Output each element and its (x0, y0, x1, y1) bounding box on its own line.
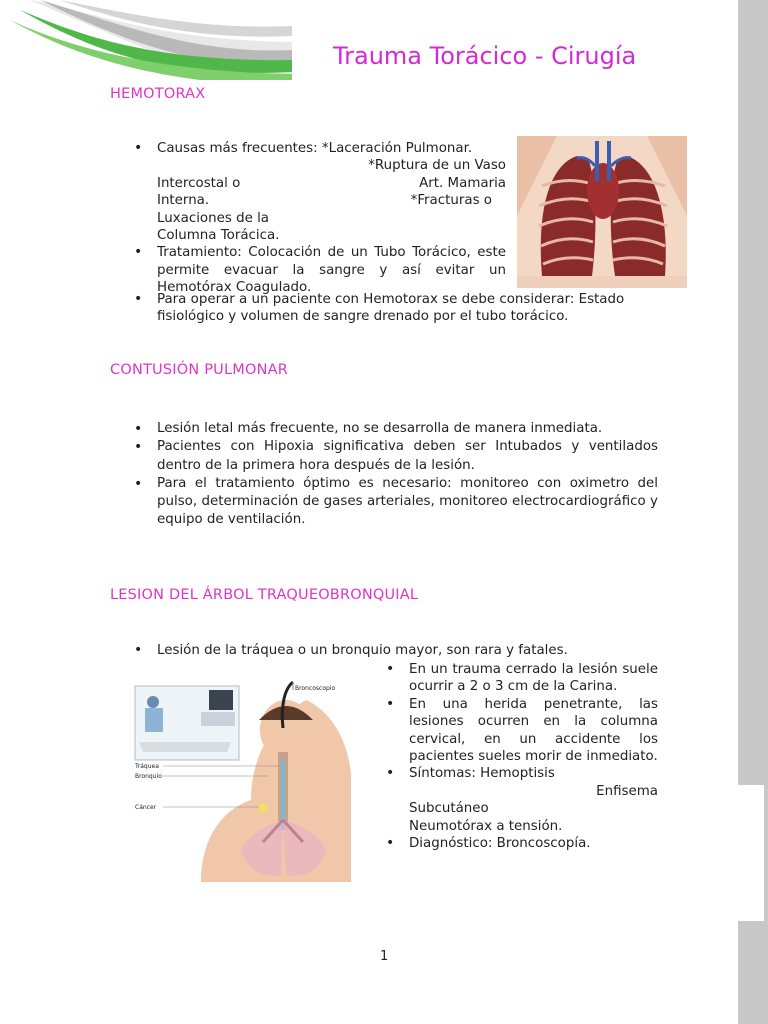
label-bronquio: Bronquio (135, 773, 162, 780)
list-item: • Lesión de la tráquea o un bronquio mayor, son rara y fatales. (134, 642, 658, 659)
causes-line-5: Luxaciones de la (157, 210, 269, 226)
bronchoscopy-illustration (131, 680, 351, 882)
contusion-list (134, 420, 658, 530)
list-item (386, 765, 658, 835)
traqueo-list-1 (134, 642, 658, 659)
list-item: • Lesión letal más frecuente, no se desarrolla de manera inmediata. (134, 420, 658, 438)
list-item: • En una herida penetrante, las lesiones ocurren en la columna cervical, en un accidente los pacientes sueles morir de inmediato. (386, 696, 658, 766)
causes-line-4b: *Fracturas o (410, 193, 492, 209)
page-number: 1 (380, 949, 389, 964)
causes-line-6: Columna Torácica. (157, 228, 280, 244)
thorax-lungs-illustration (517, 136, 687, 288)
symptoms-line-b: Enfisema (596, 783, 658, 799)
causes-line-3a: Intercostal o (157, 175, 241, 191)
list-item: • Tratamiento: Colocación de un Tubo Torácico, este permite evacuar la sangre y así evitar un Hemotórax Coagulado. (134, 244, 506, 296)
causes-line-2: *Ruptura de un Vaso (368, 158, 506, 174)
label-broncoscopio: Broncoscopio (295, 685, 336, 692)
symptoms-line-c: Subcutáneo (409, 801, 489, 817)
causes-line-3b: Art. Mamaria (419, 175, 506, 191)
label-cancer: Cáncer (135, 804, 157, 811)
vertical-scrollbar-thumb[interactable] (738, 785, 764, 921)
heading-contusion-pulmonar: CONTUSIÓN PULMONAR (110, 362, 289, 378)
list-item: • Para operar a un paciente con Hemotorax se debe considerar: Estado fisiológico y volumen de sangre drenado por el tubo torácico. (134, 291, 658, 326)
list-item: • Para el tratamiento óptimo es necesario: monitoreo con oximetro del pulso, determinación de gases arteriales, monitoreo electrocardiográfico y equipo de ventilación. (134, 475, 658, 530)
symptoms-line-d: Neumotórax a tensión. (409, 818, 563, 834)
header-swoosh-logo (0, 0, 292, 80)
list-item (134, 140, 506, 244)
symptoms-line-a: • Síntomas: Hemoptisis (409, 766, 555, 782)
document-title: Trauma Torácico - Cirugía (333, 42, 637, 70)
heading-hemotorax: HEMOTORAX (110, 86, 206, 102)
causes-line-4a: Interna. (157, 193, 210, 209)
list-item: • Pacientes con Hipoxia significativa deben ser Intubados y ventilados dentro de la primera hora después de la lesión. (134, 438, 658, 475)
label-traquea: Tráquea (135, 763, 159, 770)
hemotorax-list (134, 140, 506, 297)
list-item: • En un trauma cerrado la lesión suele ocurrir a 2 o 3 cm de la Carina. (386, 661, 658, 696)
traqueo-list-2 (386, 661, 658, 852)
causes-line-1: Causas más frecuentes: *Laceración Pulmonar. (157, 141, 473, 156)
heading-lesion-arbol-traqueobronquial: LESION DEL ÁRBOL TRAQUEOBRONQUIAL (110, 587, 419, 603)
hemotorax-list-2 (134, 291, 658, 326)
list-item: • Diagnóstico: Broncoscopía. (386, 835, 658, 852)
